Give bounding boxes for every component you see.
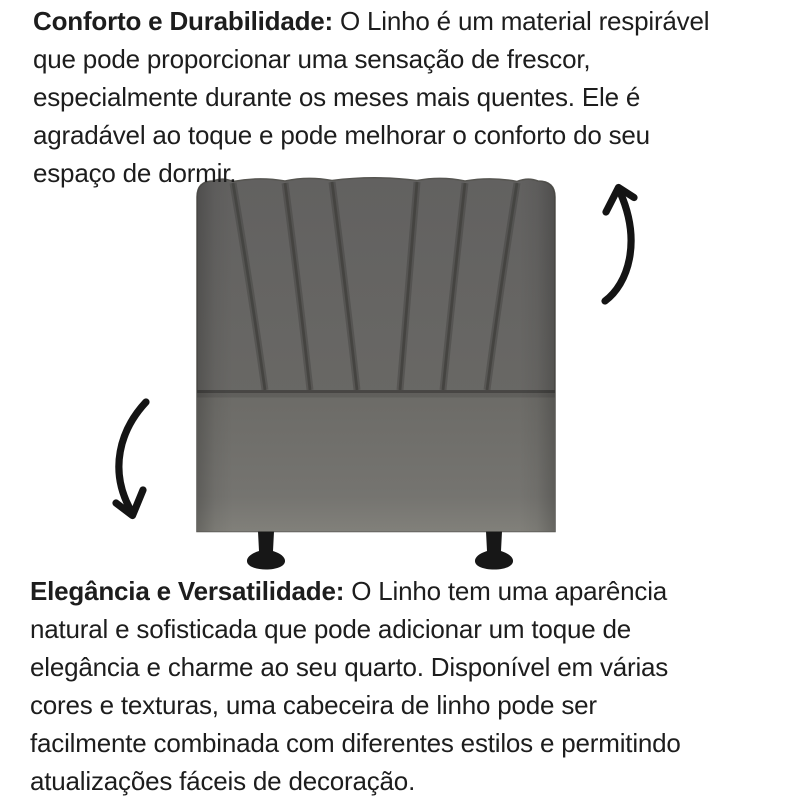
text-line: que pode proporcionar uma sensação de frescor,	[33, 44, 591, 74]
text-line: elegância e charme ao seu quarto. Disponível em várias	[30, 652, 669, 682]
top-paragraph-line-1: O Linho é um material respirável	[339, 6, 710, 36]
bottom-paragraph-heading: Elegância e Versatilidade:	[30, 576, 345, 606]
text-line	[30, 572, 681, 610]
text-line: natural e sofisticada que pode adicionar um toque de	[30, 614, 632, 644]
top-paragraph	[33, 2, 709, 192]
top-paragraph-heading: Conforto e Durabilidade:	[33, 6, 333, 36]
text-line: cores e texturas, uma cabeceira de linho pode ser	[30, 690, 597, 720]
headboard-leg-left	[247, 532, 285, 570]
text-line: especialmente durante os meses mais quentes. Ele é	[33, 82, 641, 112]
curved-arrow-down-icon	[116, 402, 146, 516]
bottom-paragraph-line-1: O Linho tem uma aparência	[351, 576, 668, 606]
text-line: espaço de dormir.	[33, 158, 237, 188]
text-line: agradável ao toque e pode melhorar o conforto do seu	[33, 120, 650, 150]
curved-arrow-up-icon	[605, 188, 634, 302]
headboard-legs	[247, 532, 513, 570]
text-line: facilmente combinada com diferentes estilos e permitindo	[30, 728, 681, 758]
bottom-paragraph	[30, 572, 681, 800]
text-line: atualizações fáceis de decoração.	[30, 766, 416, 796]
edge-shading	[197, 178, 555, 532]
text-line	[33, 2, 709, 40]
headboard-leg-right	[475, 532, 513, 570]
headboard	[197, 178, 555, 532]
